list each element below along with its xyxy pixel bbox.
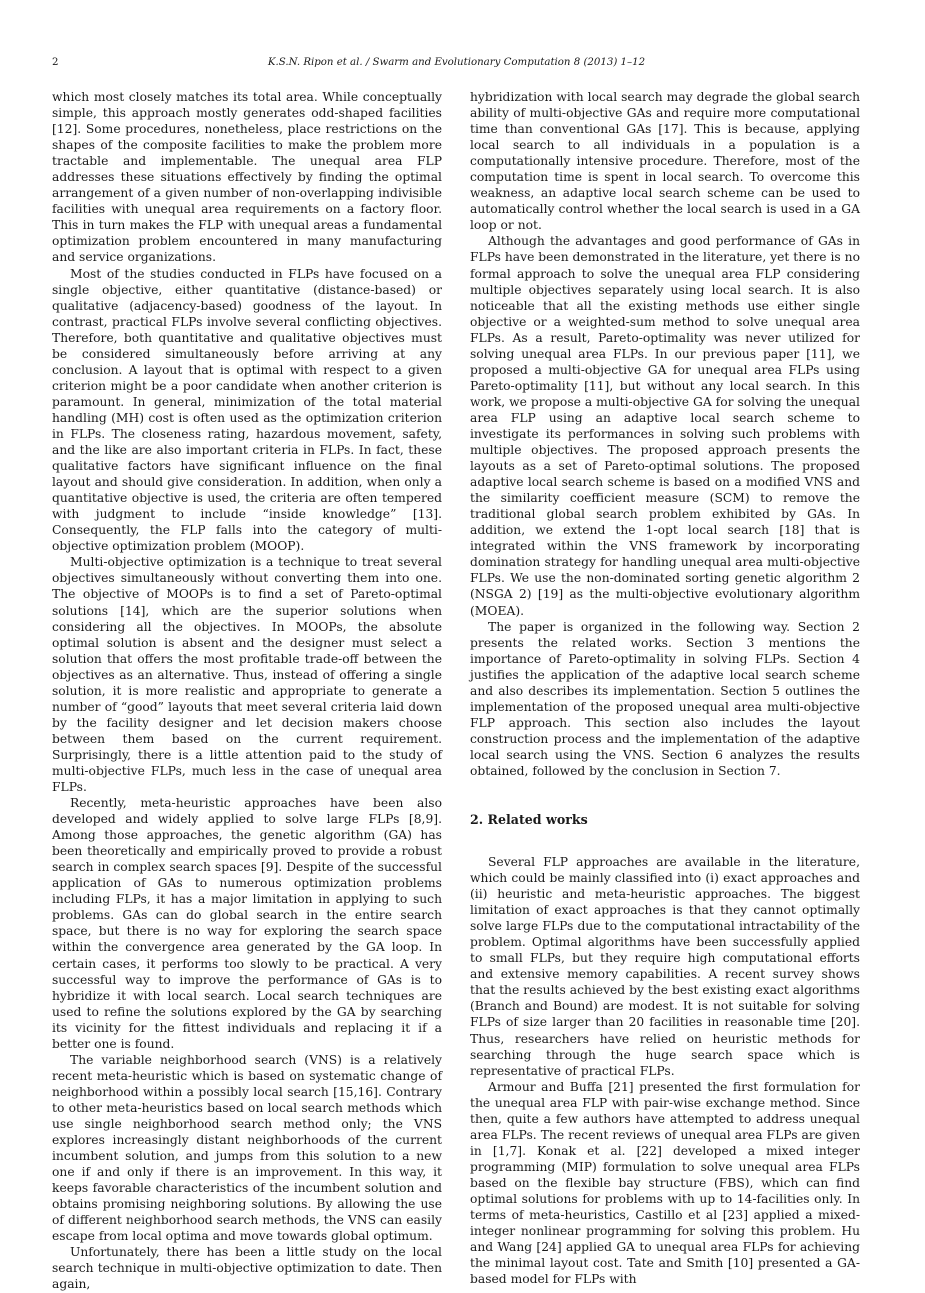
paragraph: Multi-objective optimization is a technique to treat several objectives simultaneously without converting them into one. The objective of MOOPs is to find a set of Pareto-optimal solutions [14], which are the superior solutions when considering all the objectives. In MOOPs, the absolute optimal solution is absent and the designer must select a solution that offers the most profitable trade-off between the objectives as an alternative. Thus, instead of offering a single solution, it is more realistic and appropriate to generate a number of “good” layouts that meet several criteria laid down by the facility designer and let decision makers choose between them based on the current requirement. Surprisingly, there is a little attention paid to the study of multi-objective FLPs, much less in the case of unequal area FLPs. — [52, 555, 442, 795]
right-column — [470, 89, 860, 1287]
paragraph: Although the advantages and good performance of GAs in FLPs have been demonstrated in the literature, yet there is no formal approach to solve the unequal area FLP considering multiple objectives separately using local search. It is also noticeable that all the existing methods use either single objective or a weighted-sum method to solve unequal area FLPs. As a result, Pareto-optimality was never utilized for solving unequal area FLPs. In our previous paper [11], we proposed a multi-objective GA for unequal area FLPs using Pareto-optimality [11], but without any local search. In this work, we propose a multi-objective GA for solving the unequal area FLP using an adaptive local search scheme to investigate its performances in solving such problems with multiple objectives. The proposed approach presents the layouts as a set of Pareto-optimal solutions. The proposed adaptive local search scheme is based on a modified VNS and the similarity coefficient measure (SCM) to remove the traditional global search problem exhibited by GAs. In addition, we extend the 1-opt local search [18] that is integrated within the VNS framework by incorporating domination strategy for handling unequal area multi-objective FLPs. We use the non-dominated sorting genetic algorithm 2 (NSGA 2) [19] as the multi-objective evolutionary algorithm (MOEA). — [470, 234, 860, 618]
paragraph: Recently, meta-heuristic approaches have been also developed and widely applied to solve large FLPs [8,9]. Among those approaches, the genetic algorithm (GA) has been theoretically and empirically proved to provide a robust search in complex search spaces [9]. Despite of the successful application of GAs to numerous optimization problems including FLPs, it has a major limitation in applying to such problems. GAs can do global search in the entire search space, but there is no way for exploring the search space within the convergence area generated by the GA loop. In certain cases, it performs too slowly to be practical. A very successful way to improve the performance of GAs is to hybridize it with local search. Local search techniques are used to refine the solutions explored by the GA by searching its vicinity for the fittest individuals and replacing it if a better one is found. — [52, 796, 442, 1051]
running-header — [52, 56, 861, 70]
paragraph: Most of the studies conducted in FLPs have focused on a single objective, either quantitative (distance-based) or qualitative (adjacency-based) goodness of the layout. In contrast, practical FLPs involve several conflicting objectives. Therefore, both quantitative and qualitative objectives must be considered simultaneously before arriving at any conclusion. A layout that is optimal with respect to a given criterion might be a poor candidate when another criterion is paramount. In general, minimization of the total material handling (MH) cost is often used as the optimization criterion in FLPs. The closeness rating, hazardous movement, safety, and the like are also important criteria in FLPs. In fact, these qualitative factors have significant influence on the final layout and should give consideration. In addition, when only a quantitative objective is used, the criteria are often tempered with judgment to include “inside knowledge” [13]. Consequently, the FLP falls into the category of multi-objective optimization problem (MOOP). — [52, 266, 442, 554]
paragraph: The paper is organized in the following way. Section 2 presents the related works. Section 3 mentions the importance of Pareto-optimality in solving FLPs. Section 4 justifies the application of the adaptive local search scheme and also describes its implementation. Section 5 outlines the implementation of the proposed unequal area multi-objective FLP approach. This section also includes the layout construction process and the implementation of the adaptive local search using the VNS. Section 6 analyzes the results obtained, followed by the conclusion in Section 7. — [470, 619, 860, 778]
section-heading-related-works: 2. Related works — [470, 812, 588, 828]
paragraph: Unfortunately, there has been a little study on the local search technique in multi-objective optimization to date. Then again, — [52, 1245, 442, 1292]
left-column — [52, 89, 442, 1293]
paragraph: which most closely matches its total area. While conceptually simple, this approach mostly generates odd-shaped facilities [12]. Some procedures, nonetheless, place restrictions on the shapes of the composite facilities to make the problem more tractable and implementable. The unequal area FLP addresses these situations effectively by finding the optimal arrangement of a given number of non-overlapping indivisible facilities with unequal area requirements on a factory floor. This in turn makes the FLP with unequal areas a fundamental optimization problem encountered in many manufacturing and service organizations. — [52, 90, 442, 265]
page-number: 2 — [52, 57, 59, 68]
paragraph: Several FLP approaches are available in the literature, which could be mainly classified into (i) exact approaches and (ii) heuristic and meta-heuristic approaches. The biggest limitation of exact approaches is that they cannot optimally solve large FLPs due to the computational intractability of the problem. Optimal algorithms have been successfully applied to small FLPs, but they require high computational efforts and extensive memory capabilities. A recent survey shows that the results achieved by the best existing exact algorithms (Branch and Bound) are modest. It is not suitable for solving FLPs of size larger than 20 facilities in reasonable time [20]. Thus, researchers have relied on heuristic methods for searching through the huge search space which is representative of practical FLPs. — [470, 855, 860, 1078]
paragraph: hybridization with local search may degrade the global search ability of multi-objective GAs and require more computational time than conventional GAs [17]. This is because, applying local search to all individuals in a population is a computationally intensive procedure. Therefore, most of the computation time is spent in local search. To overcome this weakness, an adaptive local search scheme can be used to automatically control whether the local search is used in a GA loop or not. — [470, 90, 860, 233]
paragraph: Armour and Buffa [21] presented the first formulation for the unequal area FLP with pair-wise exchange method. Since then, quite a few authors have attempted to address unequal area FLPs. The recent reviews of unequal area FLPs are given in [1,7]. Konak et al. [22] developed a mixed integer programming (MIP) formulation to solve unequal area FLPs based on the flexible bay structure (FBS), which can find optimal solutions for problems with up to 14-facilities only. In terms of meta-heuristics, Castillo et al [23] applied a mixed-integer nonlinear programming for solving this problem. Hu and Wang [24] applied GA to unequal area FLPs for achieving the minimal layout cost. Tate and Smith [10] presented a GA-based model for FLPs with — [470, 1079, 860, 1287]
paragraph: The variable neighborhood search (VNS) is a relatively recent meta-heuristic which is based on systematic change of neighborhood within a possibly local search [15,16]. Contrary to other meta-heuristics based on local search methods which use single neighborhood search method only; the VNS explores increasingly distant neighborhoods of the current incumbent solution, and jumps from this solution to a new one if and only if there is an improvement. In this way, it keeps favorable characteristics of the incumbent solution and obtains promising neighboring solutions. By allowing the use of different neighborhood search methods, the VNS can easily escape from local optima and move towards global optimum. — [52, 1052, 442, 1244]
journal-citation: K.S.N. Ripon et al. / Swarm and Evolutionary Computation 8 (2013) 1–12 — [267, 57, 646, 68]
